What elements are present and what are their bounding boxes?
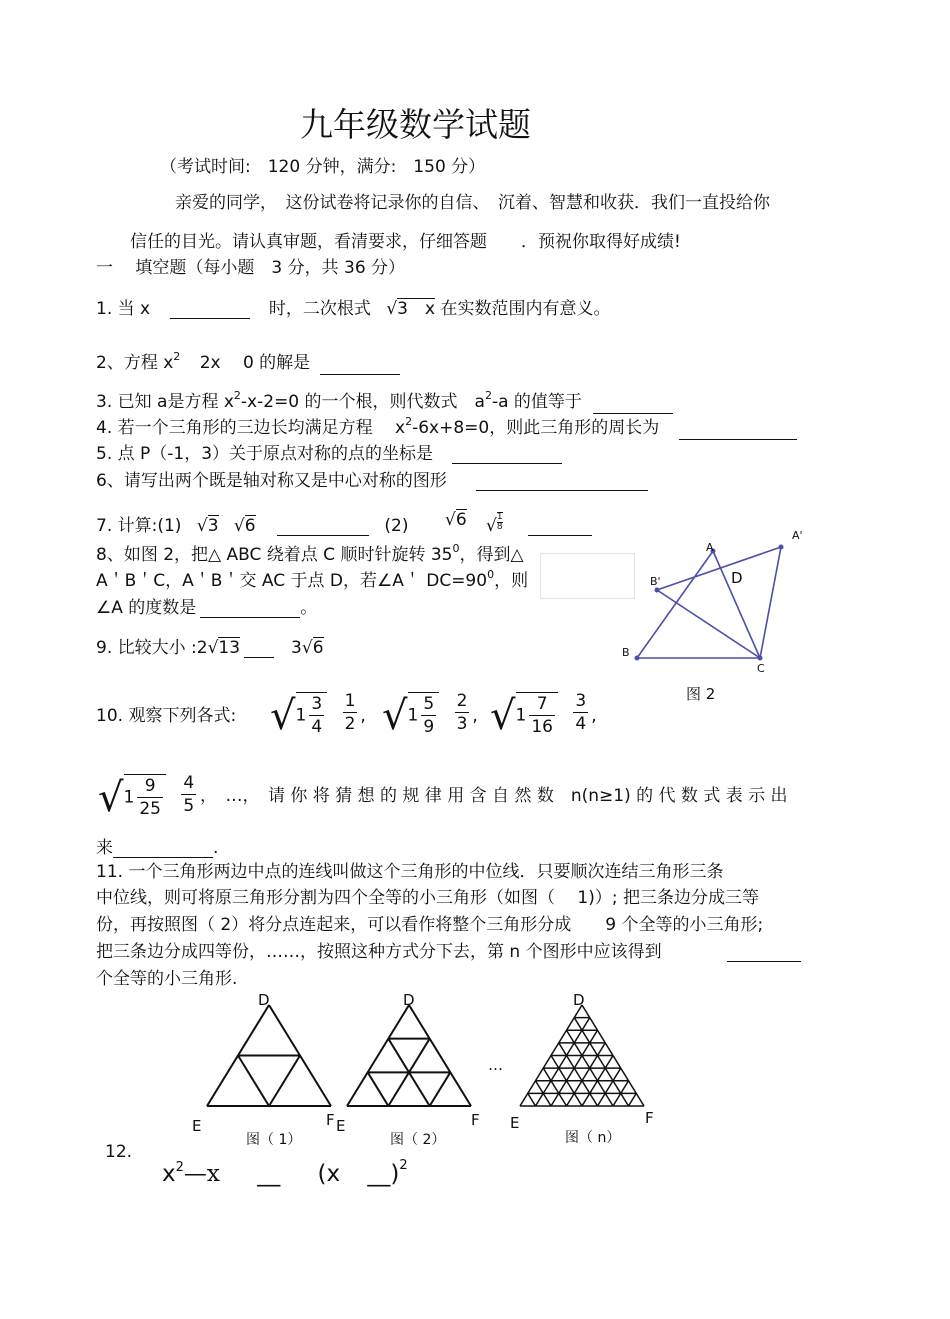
q11-line-5: 个全等的小三角形. bbox=[96, 969, 238, 989]
triangle-edge bbox=[559, 1043, 598, 1106]
q1-sqrt-sign: √ bbox=[386, 299, 398, 319]
q10-4-rden: 5 bbox=[183, 796, 195, 816]
q9-sqrt-2: √6 bbox=[301, 638, 324, 658]
q10-1-rden: 2 bbox=[344, 714, 356, 734]
q11-line-4 bbox=[96, 942, 801, 962]
question-7 bbox=[96, 516, 409, 536]
triangle-figure-2 bbox=[347, 1000, 477, 1110]
q10-radicand-4 bbox=[124, 774, 166, 820]
triangle-edge bbox=[269, 1056, 300, 1107]
trin-label-D: D bbox=[573, 991, 585, 1009]
q10-1-frac bbox=[309, 693, 324, 738]
q10-3-rnum: 3 bbox=[575, 691, 587, 711]
q6-answer-blank[interactable] bbox=[476, 474, 648, 491]
q10-3-frac bbox=[529, 693, 555, 738]
q5-answer-blank[interactable] bbox=[452, 447, 562, 464]
figure-2-diagram bbox=[615, 525, 845, 705]
fig2-label-A: A bbox=[706, 541, 714, 554]
q10-answer-blank[interactable] bbox=[113, 841, 213, 858]
question-4 bbox=[96, 415, 797, 440]
q10-4-a: 1 bbox=[123, 787, 135, 808]
q1-suffix: 在实数范围内有意义。 bbox=[440, 299, 611, 319]
fig2-label-D: D bbox=[731, 569, 743, 587]
q7-answer-blank-2[interactable] bbox=[528, 519, 592, 536]
tri2-label-F: F bbox=[471, 1111, 480, 1129]
q11-line-2: 中位线，则可将原三角形分割为四个全等的小三角形（如图（ 1)）; 把三条边分成三等 bbox=[96, 888, 759, 908]
q10-2-result bbox=[455, 690, 470, 735]
q12-exponent-2: 2 bbox=[399, 1158, 408, 1173]
q10-3-rden: 4 bbox=[575, 714, 587, 734]
q8-line3-end: 。 bbox=[300, 598, 318, 618]
q10-last-line bbox=[96, 838, 218, 858]
question-2 bbox=[96, 350, 400, 375]
q10-comma-3: , bbox=[591, 706, 597, 726]
q8-line1-end: ，得到△ bbox=[459, 545, 524, 565]
q3-middle: -x-2=0 的一个根，则代数式 a bbox=[240, 392, 485, 412]
q8-line3-text: ∠A 的度数是 bbox=[96, 598, 197, 618]
triangle-edge bbox=[567, 1043, 606, 1106]
q7-sqrt-3: √6 bbox=[445, 510, 467, 530]
triangle-edge bbox=[528, 1093, 536, 1106]
q12-blank-1[interactable]: __ bbox=[257, 1161, 281, 1187]
q7-sqrt-4: √ $\frac{1}{8}$ bbox=[486, 512, 503, 536]
q8-degree-2: 0 bbox=[487, 568, 495, 581]
q10-3-num: 7 bbox=[529, 693, 555, 716]
q10-4-num: 9 bbox=[137, 775, 163, 798]
section-heading: 一 填空题（每小题 3 分，共 36 分） bbox=[96, 258, 406, 278]
q12-x: x bbox=[162, 1161, 176, 1187]
q2-exponent: 2 bbox=[173, 350, 181, 363]
q10-4-frac bbox=[137, 775, 163, 820]
fig2-caption: 图 2 bbox=[686, 685, 716, 703]
trin-caption: 图（ n） bbox=[565, 1130, 621, 1146]
page-title: 九年级数学试题 bbox=[300, 105, 531, 144]
q11-line-1: 11. 一个三角形两边中点的连线叫做这个三角形的中位线．只要顺次连结三角形三条 bbox=[96, 862, 724, 882]
q7-answer-blank-1[interactable] bbox=[277, 519, 369, 536]
q10-2-rnum: 2 bbox=[456, 691, 468, 711]
q10-last-suffix: . bbox=[213, 838, 219, 858]
tri1-label-D: D bbox=[258, 991, 270, 1009]
q12-paren: (x bbox=[317, 1161, 341, 1187]
q1-prefix: 1. 当 x bbox=[96, 299, 151, 319]
q12-blank-2[interactable]: __) bbox=[367, 1161, 400, 1187]
fig2-label-A-prime: A' bbox=[792, 529, 803, 542]
q8-answer-blank[interactable] bbox=[200, 601, 300, 618]
q7-prefix: 7. 计算:(1) bbox=[96, 516, 182, 536]
triangle-edge bbox=[430, 1072, 451, 1106]
q10-3-result bbox=[573, 690, 588, 735]
q10-expr-1 bbox=[270, 686, 366, 746]
q12-expression bbox=[162, 1160, 408, 1192]
q7-radicand-2: 6 bbox=[244, 516, 256, 536]
question-1 bbox=[96, 299, 610, 319]
q10-comma-1: , bbox=[360, 706, 366, 726]
question-5 bbox=[96, 444, 562, 464]
q10-1-rnum: 1 bbox=[344, 691, 356, 711]
q4-exponent: 2 bbox=[405, 415, 413, 428]
tri-ellipsis: … bbox=[488, 1056, 503, 1074]
trin-label-F: F bbox=[645, 1109, 654, 1127]
tri1-label-F: F bbox=[326, 1111, 335, 1129]
q10-4-den: 25 bbox=[139, 799, 161, 819]
q10-radicand-3 bbox=[516, 692, 558, 738]
q10-1-result bbox=[343, 690, 358, 735]
q10-sqrt-sign-1: √ bbox=[270, 693, 296, 739]
trin-label-E: E bbox=[510, 1114, 520, 1132]
triangle-figure-n bbox=[520, 1000, 650, 1110]
q10-radicand-2 bbox=[408, 692, 440, 738]
triangle-edge bbox=[629, 1093, 637, 1106]
q10-2-den: 9 bbox=[423, 717, 435, 737]
q7-part-2: (2) bbox=[384, 516, 409, 536]
q9-radicand-1: 13 bbox=[218, 638, 241, 658]
q7-r4-num: 1 bbox=[496, 512, 503, 522]
q12-op: —x bbox=[183, 1161, 220, 1187]
q10-last-prefix: 来 bbox=[96, 838, 113, 858]
fig2-label-B-prime: B' bbox=[650, 575, 661, 588]
tri1-label-E: E bbox=[192, 1117, 202, 1135]
question-8-line-3 bbox=[96, 598, 317, 618]
q7-sqrt-2: √6 bbox=[233, 516, 256, 536]
tri2-label-D: D bbox=[403, 991, 415, 1009]
q7-radicand-4 bbox=[497, 512, 503, 532]
q10-1-den: 4 bbox=[311, 717, 323, 737]
q8-line2-text: A＇B＇C，A＇B＇交 AC 于点 D，若∠A＇ DC=90 bbox=[96, 571, 488, 591]
q5-text: 5. 点 P（-1，3）关于原点对称的点的坐标是 bbox=[96, 444, 434, 464]
q8-degree-1: 0 bbox=[452, 542, 460, 555]
q1-radicand: 3 x bbox=[397, 299, 436, 319]
q9-answer-blank[interactable] bbox=[244, 641, 274, 658]
q1-answer-blank[interactable] bbox=[170, 302, 250, 319]
q10-1-a: 1 bbox=[295, 705, 307, 726]
fig2-label-B: B bbox=[622, 646, 630, 659]
triangle-edge bbox=[368, 1072, 389, 1106]
q1-middle: 时，二次根式 bbox=[268, 299, 371, 319]
q3-prefix: 3. 已知 a是方程 x bbox=[96, 392, 234, 412]
q12-number: 12. bbox=[105, 1142, 133, 1162]
q7-radicand-1: 3 bbox=[207, 516, 219, 536]
q10-radicand-1 bbox=[296, 692, 328, 738]
q4-suffix: -6x+8=0，则此三角形的周长为 bbox=[412, 418, 660, 438]
q11-answer-blank[interactable] bbox=[727, 945, 801, 962]
q11-line4-text: 把三条边分成四等份，……，按照这种方式分下去，第 n 个图形中应该得到 bbox=[96, 942, 662, 962]
q10-expr-4 bbox=[98, 768, 199, 828]
tri1-caption: 图（ 1） bbox=[246, 1132, 302, 1148]
tri2-caption: 图（ 2） bbox=[390, 1132, 446, 1148]
q12-exponent-1: 2 bbox=[175, 1160, 184, 1175]
q11-line-3: 份，再按照图（ 2）将分点连起来，可以看作将整个三角形分成 9 个全等的小三角形; bbox=[96, 915, 764, 935]
q10-4-rnum: 4 bbox=[183, 773, 195, 793]
q2-prefix: 2、方程 x bbox=[96, 353, 174, 373]
q9-radicand-2: 6 bbox=[312, 638, 324, 658]
q10-2-frac bbox=[421, 693, 436, 738]
q10-4-result bbox=[181, 772, 196, 817]
q10-expr-2 bbox=[382, 686, 478, 746]
q6-text: 6、请写出两个既是轴对称又是中心对称的图形 bbox=[96, 471, 447, 491]
q4-prefix: 4. 若一个三角形的三边长均满足方程 x bbox=[96, 418, 406, 438]
q10-2-a: 1 bbox=[407, 705, 419, 726]
q7-answer-blank-2-wrap bbox=[528, 516, 592, 536]
intro-line-2: 信任的目光。请认真审题，看清要求，仔细答题 ．预祝你取得好成绩! bbox=[130, 232, 681, 252]
q3-exponent-2: 2 bbox=[484, 389, 492, 402]
q10-sqrt-sign-4: √ bbox=[98, 775, 124, 821]
q8-line1-text: 8、如图 2，把△ ABC 绕着点 C 顺时针旋转 35 bbox=[96, 545, 453, 565]
question-6 bbox=[96, 471, 648, 491]
exam-info: （考试时间: 120 分钟，满分: 150 分） bbox=[160, 157, 486, 177]
q10-tail: ， …， 请 你 将 猜 想 的 规 律 用 含 自 然 数 n(n≥1) 的 代 数 式 表 示 出 bbox=[200, 786, 788, 806]
q8-line2-end: ，则 bbox=[494, 571, 529, 591]
triangle-edge bbox=[238, 1056, 269, 1107]
q2-middle: 2x 0 的解是 bbox=[199, 353, 311, 373]
q9-middle: 3 bbox=[274, 638, 302, 658]
triangle-figure-1 bbox=[207, 1000, 337, 1110]
q10-2-num: 5 bbox=[423, 694, 435, 714]
q9-sqrt-1: √13 bbox=[207, 638, 241, 658]
q7-sqrt-1: √3 bbox=[196, 516, 219, 536]
q2-answer-blank[interactable] bbox=[320, 358, 400, 375]
q10-3-a: 1 bbox=[515, 705, 527, 726]
tri2-label-E: E bbox=[336, 1117, 346, 1135]
question-8-line-1 bbox=[96, 542, 524, 567]
q10-comma-2: , bbox=[472, 706, 478, 726]
question-8-line-2 bbox=[96, 568, 529, 593]
intro-line-1: 亲爱的同学， 这份试卷将记录你的自信、 沉着、智慧和收获．我们一直投给你 bbox=[175, 193, 770, 213]
q10-expr-3 bbox=[490, 686, 597, 746]
q4-answer-blank[interactable] bbox=[679, 423, 797, 440]
q10-prefix: 10. 观察下列各式: bbox=[96, 706, 237, 726]
fig2-label-C: C bbox=[757, 662, 765, 675]
q10-sqrt-sign-3: √ bbox=[490, 693, 516, 739]
q10-sqrt-sign-2: √ bbox=[382, 693, 408, 739]
q7-r4-den: 8 bbox=[496, 522, 503, 532]
q3-answer-blank[interactable] bbox=[593, 397, 673, 414]
q7-radicand-3: 6 bbox=[455, 510, 467, 530]
question-3 bbox=[96, 389, 673, 414]
q10-1-num: 3 bbox=[311, 694, 323, 714]
q10-3-den: 16 bbox=[531, 717, 553, 737]
q9-prefix: 9. 比较大小 :2 bbox=[96, 638, 208, 658]
q3-suffix: -a 的值等于 bbox=[491, 392, 582, 412]
question-9 bbox=[96, 638, 324, 658]
q10-2-rden: 3 bbox=[456, 714, 468, 734]
q3-exponent-1: 2 bbox=[233, 389, 241, 402]
